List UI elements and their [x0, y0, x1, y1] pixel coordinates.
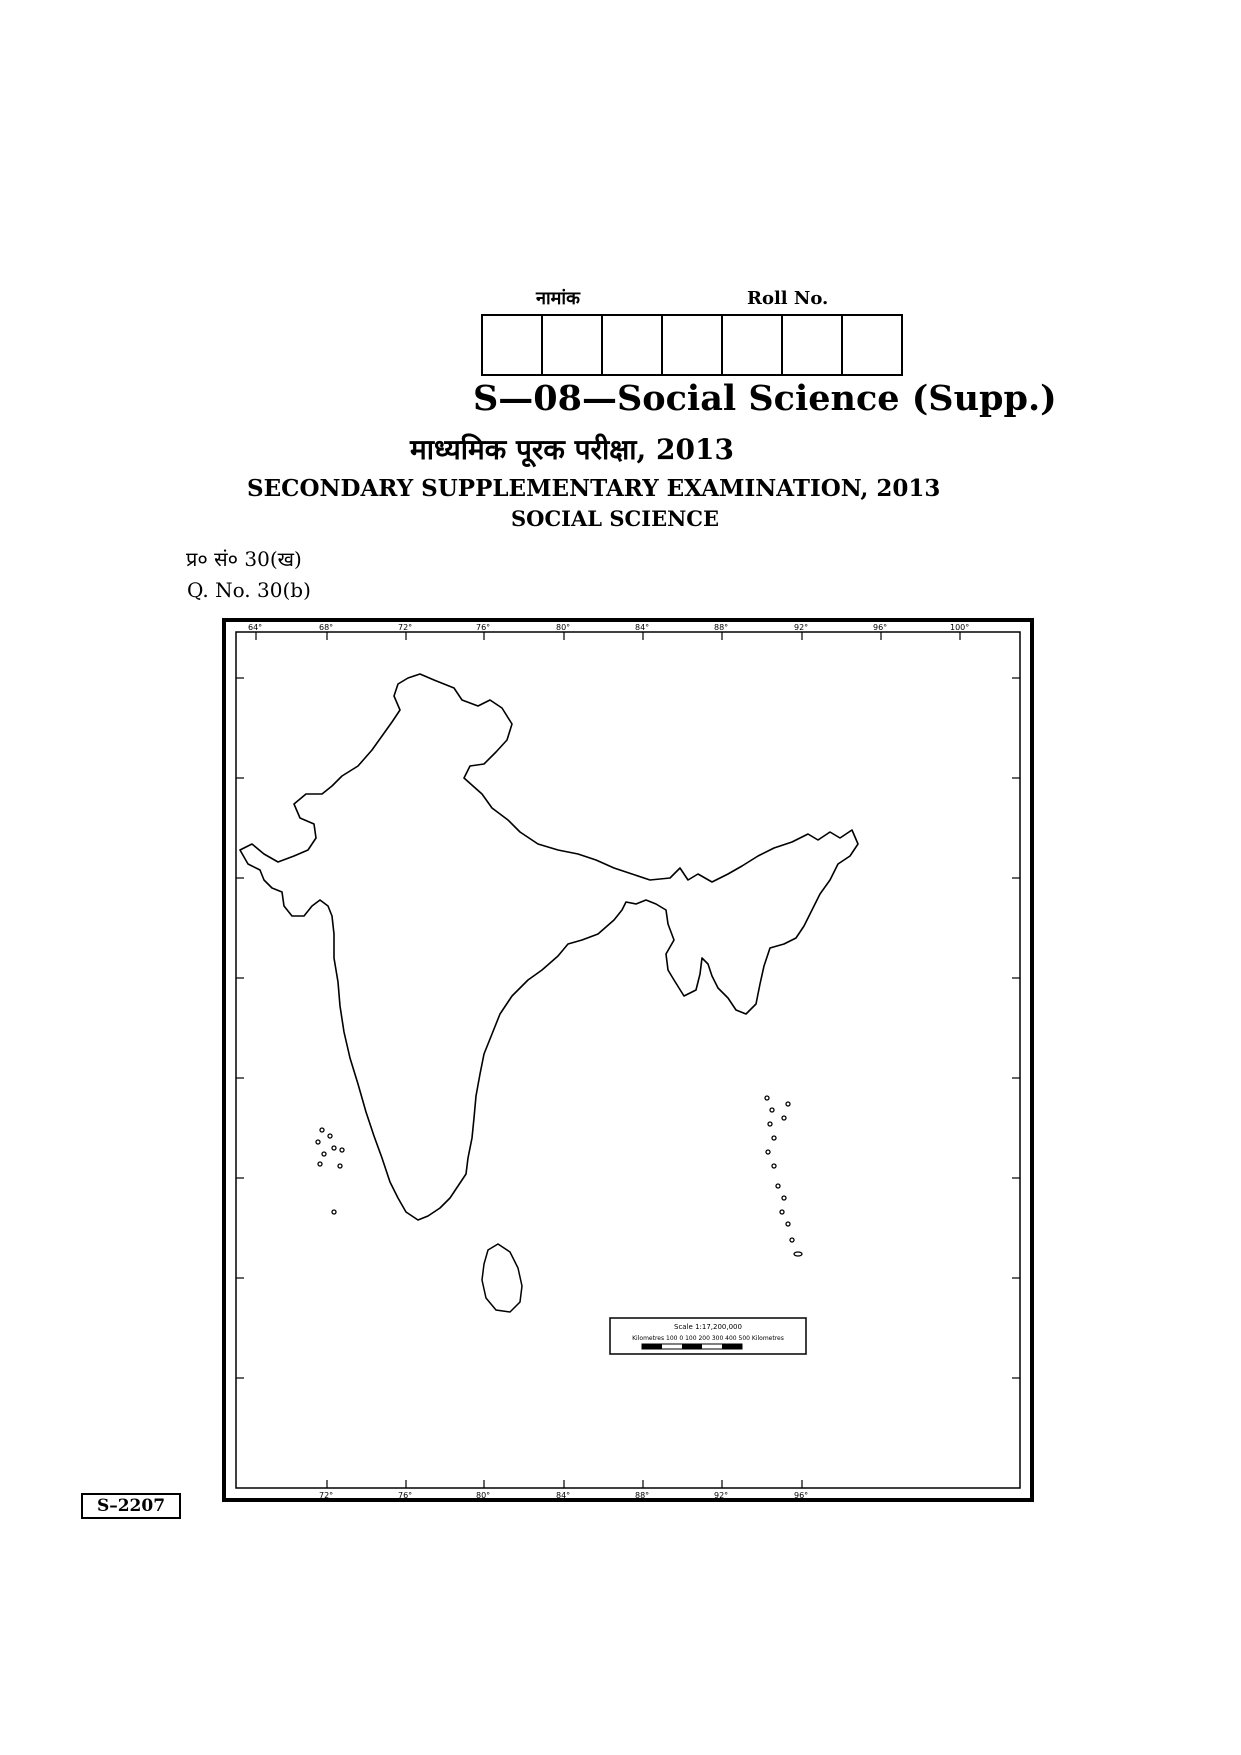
exam-title: SECONDARY SUPPLEMENTARY EXAMINATION, 2013 [247, 475, 941, 502]
lon-label: 100° [950, 623, 970, 632]
page-code: S–2207 [81, 1493, 181, 1519]
lon-label: 76° [398, 1491, 413, 1500]
exam-title-hindi: माध्यमिक पूरक परीक्षा, 2013 [410, 433, 734, 466]
top-longitude-labels [248, 623, 969, 632]
question-number-hindi: प्र० सं० 30(ख) [186, 547, 302, 571]
india-outline-map [222, 618, 1034, 1506]
lon-label: 72° [398, 623, 413, 632]
roll-digit-box[interactable] [663, 316, 723, 374]
island-groups [316, 1096, 802, 1256]
lon-label: 92° [794, 623, 809, 632]
lon-label: 88° [714, 623, 729, 632]
scale-label: Scale 1:17,200,000 [674, 1323, 742, 1331]
lon-label: 96° [794, 1491, 809, 1500]
question-number: Q. No. 30(b) [187, 578, 311, 602]
roll-digit-box[interactable] [843, 316, 901, 374]
map-inner-border [236, 632, 1020, 1488]
roll-digit-box[interactable] [723, 316, 783, 374]
lon-label: 76° [476, 623, 491, 632]
india-mainland-outline [240, 674, 858, 1220]
roll-digit-box[interactable] [603, 316, 663, 374]
paper-title: S—08—Social Science (Supp.) [473, 378, 1057, 419]
roll-label-hindi: नामांक [536, 288, 580, 309]
lon-label: 84° [635, 623, 650, 632]
lon-label: 96° [873, 623, 888, 632]
lon-label: 84° [556, 1491, 571, 1500]
roll-number-grid[interactable] [481, 314, 903, 376]
lon-label: 64° [248, 623, 263, 632]
map-outer-border [224, 620, 1032, 1500]
roll-digit-box[interactable] [543, 316, 603, 374]
map-ticks [236, 632, 1020, 1488]
lon-label: 88° [635, 1491, 650, 1500]
roll-label: Roll No. [747, 288, 829, 309]
lon-label: 72° [319, 1491, 334, 1500]
sri-lanka-outline [482, 1244, 522, 1312]
lon-label: 80° [476, 1491, 491, 1500]
roll-digit-box[interactable] [783, 316, 843, 374]
map-scale-bar [610, 1318, 806, 1354]
roll-digit-box[interactable] [483, 316, 543, 374]
lon-label: 92° [714, 1491, 729, 1500]
lon-label: 80° [556, 623, 571, 632]
lon-label: 68° [319, 623, 334, 632]
subject-title: SOCIAL SCIENCE [511, 506, 719, 531]
scale-units: Kilometres 100 0 100 200 300 400 500 Kilometres [632, 1335, 784, 1342]
